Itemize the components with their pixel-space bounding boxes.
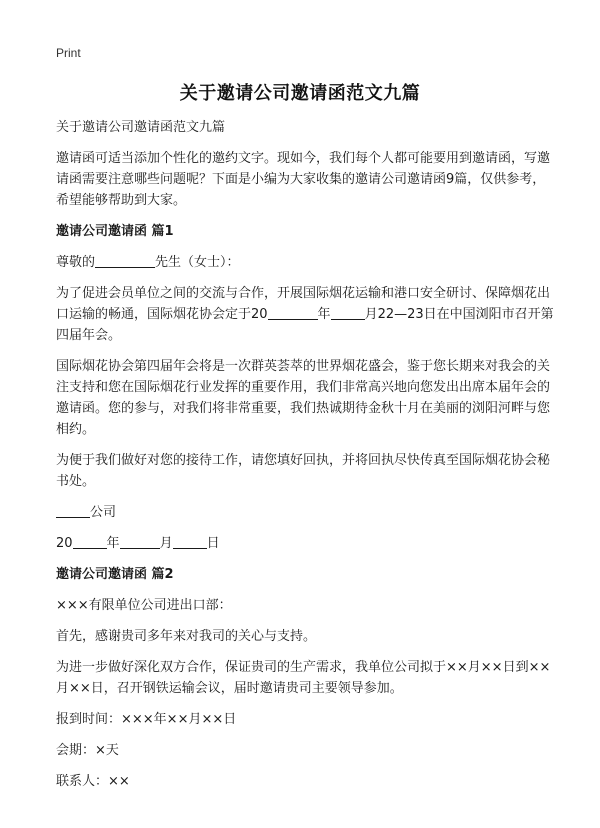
p1-part1: 为了促进会员单位之间的交流与合作，开展国际烟花运输和港口安全研讨、保障烟花出口运输的畅通，国际烟花协会定于20 (56, 286, 551, 322)
page-title: 关于邀请公司邀请函范文九篇 (179, 83, 421, 104)
date-day: 日 (206, 536, 220, 551)
date-month: 月 (159, 536, 173, 551)
letter1-heading: 邀请公司邀请函 篇1 (56, 224, 174, 239)
p1-year: 年 (317, 307, 331, 322)
company-suffix: 公司 (90, 505, 117, 520)
print-link[interactable]: Print (56, 46, 81, 60)
letter2-heading: 邀请公司邀请函 篇2 (56, 567, 174, 582)
letter1-date (56, 533, 556, 554)
article-body (56, 117, 556, 802)
letter2-arrival: 报到时间：×××年××月××日 (56, 712, 237, 727)
month-blank (331, 306, 365, 320)
letter2-addressee: ×××有限单位公司进出口部： (56, 598, 232, 613)
year-blank (268, 306, 318, 320)
name-blank (95, 254, 155, 268)
date-prefix: 20 (56, 536, 73, 551)
letter1-paragraph-1 (56, 283, 556, 346)
date-month-blank (120, 535, 160, 549)
article-subtitle: 关于邀请公司邀请函范文九篇 (56, 120, 226, 135)
letter2-paragraph-2: 为进一步做好深化双方合作，保证贵司的生产需求，我单位公司拟于××月××日到××月××日，召开钢铁运输会议，届时邀请贵司主要领导参加。 (56, 660, 551, 696)
letter2-duration: 会期：×天 (56, 743, 119, 758)
company-blank (56, 504, 90, 518)
greeting-prefix: 尊敬的 (56, 255, 96, 270)
p1-part2: 月22—23日在中国浏阳市召开第四届年会。 (56, 307, 554, 343)
letter2-contact: 联系人：×× (56, 774, 130, 789)
letter1-greeting (56, 252, 556, 273)
intro-paragraph: 邀请函可适当添加个性化的邀约文字。现如今，我们每个人都可能要用到邀请函，写邀请函需要注意哪些问题呢？下面是小编为大家收集的邀请公司邀请函9篇，仅供参考，希望能够帮助到大家。 (56, 151, 551, 208)
date-year: 年 (106, 536, 120, 551)
letter1-paragraph-3: 为便于我们做好对您的接待工作，请您填好回执，并将回执尽快传真至国际烟花协会秘书处。 (56, 453, 551, 489)
letter1-company (56, 502, 556, 523)
date-day-blank (173, 535, 207, 549)
greeting-suffix: 先生（女士）： (155, 255, 240, 270)
date-year-blank (73, 535, 107, 549)
letter1-paragraph-2: 国际烟花协会第四届年会将是一次群英荟萃的世界烟花盛会，鉴于您长期来对我会的关注支持和您在国际烟花行业发挥的重要作用，我们非常高兴地向您发出出席本届年会的邀请函。您的参与，对我们将非常重要，我们热诚期待金秋十月在美丽的浏阳河畔与您相约。 (56, 359, 551, 437)
letter2-paragraph-1: 首先，感谢贵司多年来对我司的关心与支持。 (56, 629, 317, 644)
